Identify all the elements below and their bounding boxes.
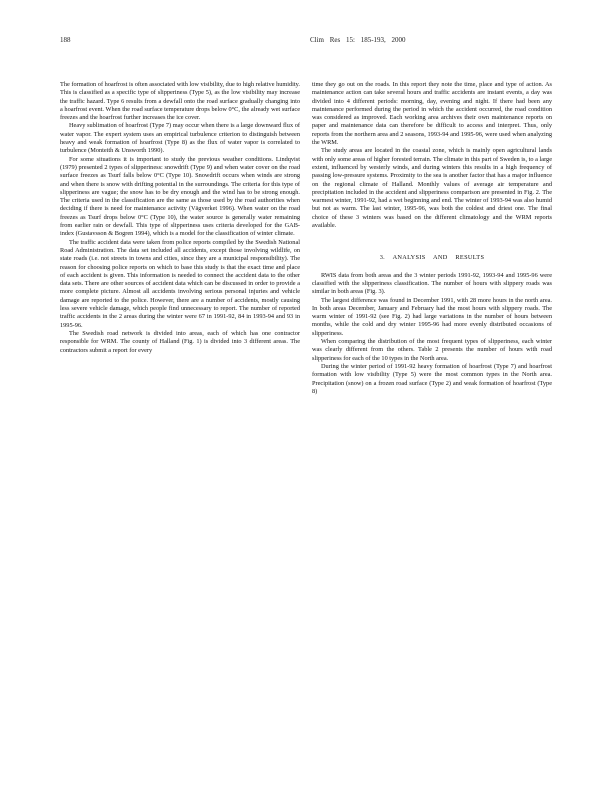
journal-citation: Clim Res 15: 185-193, 2000: [310, 36, 406, 44]
body-paragraph: The study areas are located in the coastal zone, which is mainly open agricultural lands with only some areas of higher forested terrain. The climate in this part of Sweden is, to a large extent, influenced by westerly winds, and during winters this results in a high frequency of passing low-pressure systems. Proximity to the sea is another factor that has a major influence on the regional climate of Halland. Monthly values of average air temperature and precipitation included in the accident and slipperiness comparison are presented in Fig. 2. The warmest winter, 1991-92, had a wet beginning and end. The winter of 1993-94 was also humid but not as warm. The last winter, 1995-96, was both the coldest and driest one. The final choice of these 3 winters was based on the different climatology and the WRM reports available.: [312, 147, 552, 230]
body-paragraph: The Swedish road network is divided into areas, each of which has one contractor responsible for WRM. The county of Halland (Fig. 1) is divided into 3 different areas. The contractors submit a report for every: [60, 329, 300, 354]
left-column: [60, 81, 300, 355]
body-paragraph: time they go out on the roads. In this report they note the time, place and type of action. As maintenance action can take several hours and traffic accidents are instant events, a day was divided into 4 different periods: morning, day, evening and night. If there had been any maintenance performed during the period in which the accident occurred, the road condition was considered as improved. Each working area archives their own maintenance reports on paper and maintenance data can therefore be difficult to access and interpret. Thus, only reports from the northern area and 2 seasons, 1993-94 and 1995-96, were used when analyzing the WRM.: [312, 81, 552, 147]
body-paragraph: Heavy sublimation of hoarfrost (Type 7) may occur when there is a large downward flux of water vapor. The expert system uses an empirical turbulence criterion to distinguish between heavy and weak formation of hoarfrost (Type 8) as the flux of water vapor is correlated to turbulence (Monteith & Unsworth 1990).: [60, 122, 300, 155]
body-paragraph: The formation of hoarfrost is often associated with low visibility, due to high relative humidity. This is classified as a specific type of slipperiness (Type 5), as the low visibility may increase the traffic hazard. Type 6 results from a dewfall onto the road surface gradually changing into a hoarfrost event. When the road surface temperature drops below 0°C, the already wet surface freezes and the hoarfrost further increases the ice cover.: [60, 81, 300, 122]
body-paragraph: The traffic accident data were taken from police reports compiled by the Swedish National Road Administration. The data set included all accidents, except those involving wildlife, on state roads (i.e. not streets in towns and cities, since they are a municipal responsibility). The reason for choosing police reports on which to base this study is that the exact time and place of each accident is given. This information is needed to connect the accident data to the other data sets. There are other sources of accident data which can be discussed in order to provide a more complete picture. Almost all accidents involving serious personal injuries and vehicle damage are reported to the police. However, there are a number of accidents, mostly causing less severe vehicle damage, which people find unnecessary to report. The number of reported traffic accidents in the 2 areas during the winter were 67 in 1991-92, 84 in 1993-94 and 93 in 1995-96.: [60, 238, 300, 329]
right-column: [312, 81, 552, 396]
body-paragraph: For some situations it is important to study the previous weather conditions. Lindqvist (1979) presented 2 types of slipperiness: snowdrift (Type 9) and when water cover on the road surface freezes as Tsurf falls below 0°C (Type 10). Snowdrift occurs when winds are strong and when there is snow with drifting potential in the surroundings. The criteria for this type of slipperiness are vague; the snow has to be dry enough and the wind has to be strong enough. The criteria used in the classification are the same as those used by the road authorities when deciding if there is need for maintenance activity (Vägverket 1996). When water on the road freezes as Tsurf drops below 0°C (Type 10), the water source is generally water remaining from earlier rain or dewfall. This type of slipperiness uses criteria developed for the GAB-index (Gustavsson & Bogren 1994), which is a model for the classification of winter climate.: [60, 155, 300, 238]
section-heading: 3. ANALYSIS AND RESULTS: [379, 254, 485, 262]
page-number: 188: [60, 36, 71, 44]
body-paragraph: During the winter period of 1991-92 heavy formation of hoarfrost (Type 7) and hoarfrost formation with low visibility (Type 5) were the most common types in the North area. Precipitation (snow) on a frozen road surface (Type 2) and weak formation of hoarfrost (Type 8): [312, 362, 552, 395]
body-paragraph: The largest difference was found in December 1991, with 28 more hours in the north area. In both areas December, January and February had the most hours with slippery roads. The warm winter of 1991-92 (see Fig. 2) had large variations in the number of hours between months, while the cold and dry winter 1995-96 had more evenly distributed occasions of slipperiness.: [312, 296, 552, 337]
body-paragraph: RWIS data from both areas and the 3 winter periods 1991-92, 1993-94 and 1995-96 were classified with the slipperiness classification. The number of hours with slippery roads was similar in both areas (Fig. 3).: [312, 271, 552, 296]
page-header: [60, 36, 550, 50]
body-paragraph: When comparing the distribution of the most frequent types of slipperiness, each winter was clearly different from the others. Table 2 presents the number of hours with road slipperiness for each of the 10 types in the North area.: [312, 338, 552, 362]
